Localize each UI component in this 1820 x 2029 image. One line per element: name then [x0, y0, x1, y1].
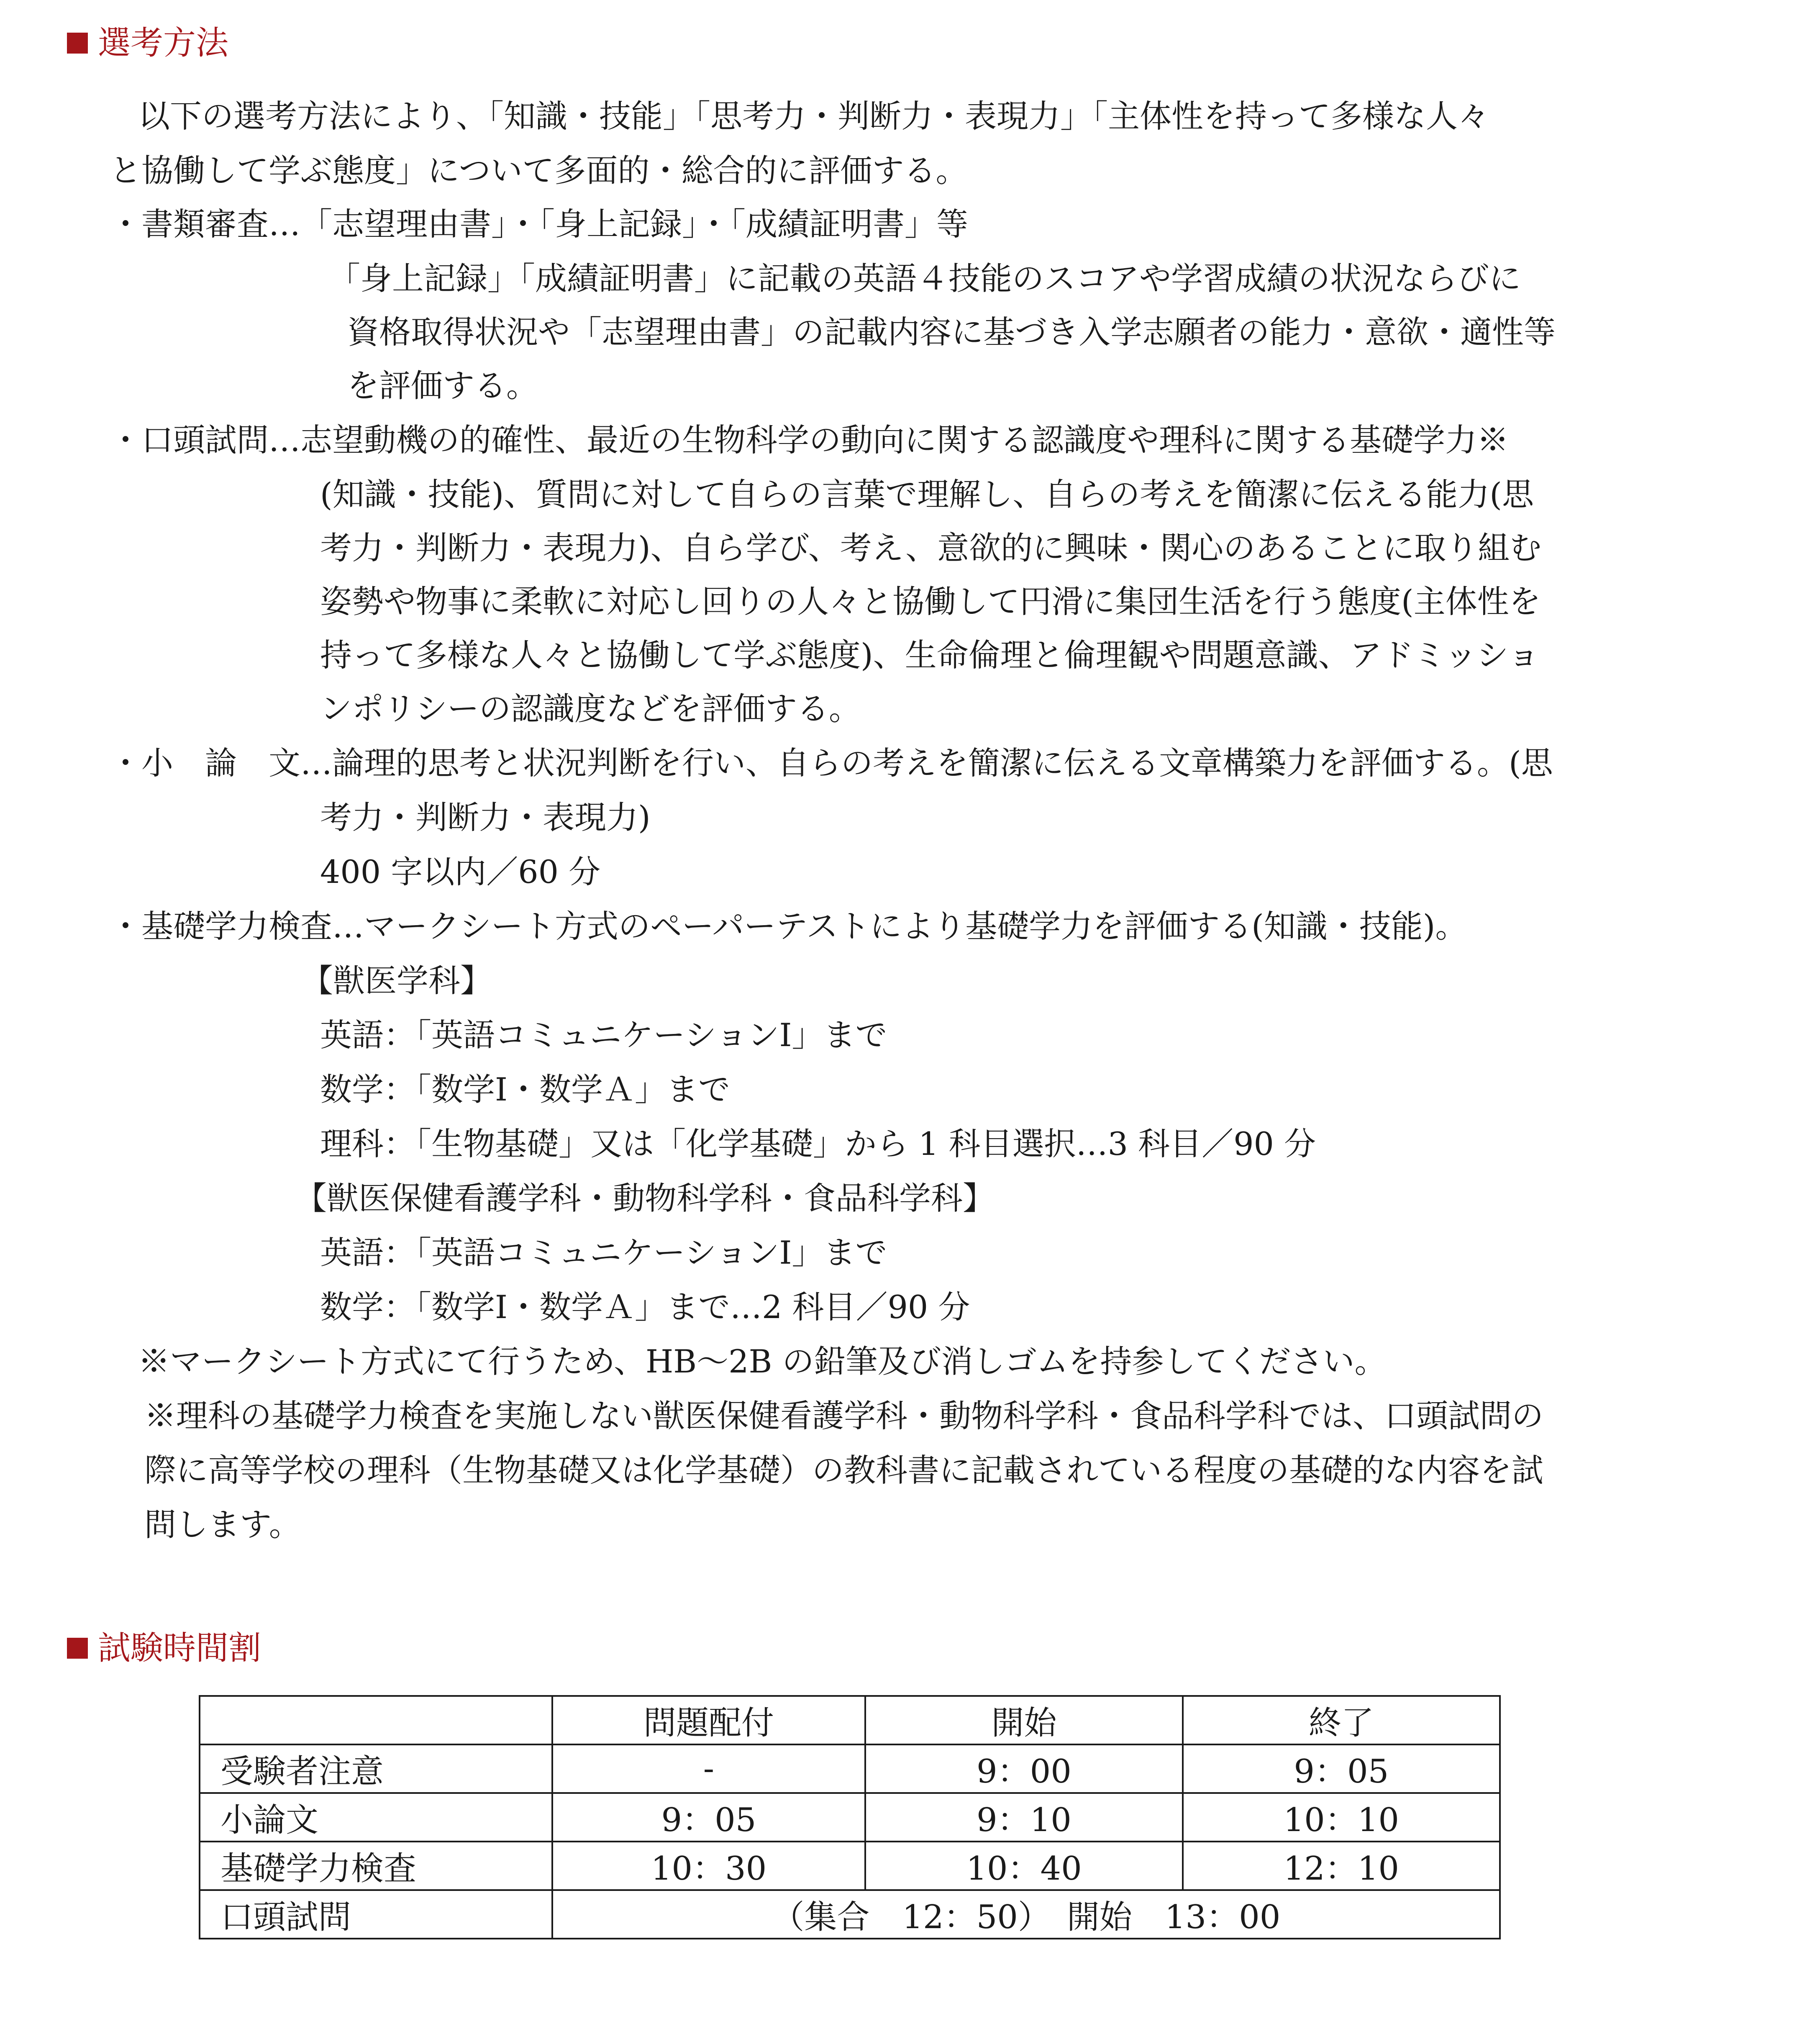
table-cell-label: 受験者注意 — [200, 1744, 552, 1793]
note-line: ※マークシート方式にて行うため、HB〜2B の鉛筆及び消しゴムを持参してください。 — [138, 1343, 1387, 1380]
table-header-cell: 終了 — [1183, 1696, 1500, 1744]
oral-exam-line: 持って多様な人々と協働して学ぶ態度)、生命倫理と倫理観や問題意識、アドミッショ — [320, 636, 1540, 674]
section-heading-selection-method — [67, 24, 229, 62]
documents-review-line: 資格取得状況や「志望理由書」の記載内容に基づき入学志願者の能力・意欲・適性等 — [347, 313, 1556, 351]
note-line: ※理科の基礎学力検査を実施しない獣医保健看護学科・動物科学科・食品科学科では、口頭試問の — [144, 1397, 1543, 1434]
documents-review-line: 「身上記録」「成績証明書」に記載の英語４技能のスコアや学習成績の状況ならびに — [328, 260, 1521, 297]
essay-line: 考力・判断力・表現力) — [320, 799, 651, 836]
table-cell: 10：30 — [552, 1842, 866, 1890]
table-cell-label: 口頭試問 — [200, 1890, 552, 1939]
table-cell-merged: （集合 12：50） 開始 13：00 — [552, 1890, 1500, 1939]
table-cell-label: 小論文 — [200, 1793, 552, 1842]
exam-timetable — [199, 1695, 1501, 1939]
basic-test-subject: 英語：「英語コミュニケーションⅠ」まで — [320, 1016, 887, 1054]
table-row — [200, 1793, 1500, 1842]
table-cell: 10：10 — [1183, 1793, 1500, 1842]
basic-test-line: ・基礎学力検査…マークシート方式のペーパーテストにより基礎学力を評価する(知識・技能)。 — [110, 908, 1467, 945]
table-cell: - — [552, 1744, 866, 1793]
documents-review-line: を評価する。 — [347, 367, 538, 404]
essay-line: ・小 論 文…論理的思考と状況判断を行い、自らの考えを簡潔に伝える文章構築力を評価する。(思 — [110, 744, 1553, 782]
oral-exam-line: 考力・判断力・表現力)、自ら学び、考え、意欲的に興味・関心のあることに取り組む — [320, 529, 1542, 567]
basic-test-subject: 数学：「数学Ⅰ・数学Ａ」まで…2 科目／90 分 — [320, 1288, 970, 1326]
table-cell-label: 基礎学力検査 — [200, 1842, 552, 1890]
section-heading-exam-timetable — [67, 1629, 261, 1667]
oral-exam-line: ンポリシーの認識度などを評価する。 — [320, 690, 861, 727]
intro-line: 以下の選考方法により、「知識・技能」「思考力・判断力・表現力」「主体性を持って多様な人々 — [138, 97, 1489, 135]
intro-line: と協働して学ぶ態度」について多面的・総合的に評価する。 — [110, 152, 968, 189]
table-row — [200, 1842, 1500, 1890]
oral-exam-line: 姿勢や物事に柔軟に対応し回りの人々と協働して円滑に集団生活を行う態度(主体性を — [320, 583, 1541, 620]
oral-exam-line: ・口頭試問…志望動機の的確性、最近の生物科学の動向に関する認識度や理科に関する基礎学力※ — [110, 421, 1509, 459]
essay-line: 400 字以内／60 分 — [320, 853, 601, 890]
table-cell: 9：05 — [552, 1793, 866, 1842]
square-bullet-icon — [67, 33, 88, 54]
basic-test-dept-heading: 【獣医保健看護学科・動物科学科・食品科学科】 — [295, 1180, 995, 1217]
table-cell: 9：10 — [865, 1793, 1182, 1842]
table-row — [200, 1890, 1500, 1939]
basic-test-dept-heading: 【獣医学科】 — [301, 962, 492, 999]
table-header-row — [200, 1696, 1500, 1744]
table-cell: 9：00 — [865, 1744, 1182, 1793]
documents-review-line: ・書類審査…「志望理由書」・「身上記録」・「成績証明書」等 — [110, 205, 968, 243]
section-heading-label: 選考方法 — [98, 24, 229, 62]
basic-test-subject: 数学：「数学Ⅰ・数学Ａ」まで — [320, 1071, 731, 1108]
oral-exam-line: (知識・技能)、質問に対して自らの言葉で理解し、自らの考えを簡潔に伝える能力(思 — [320, 476, 1534, 513]
table-cell: 12：10 — [1183, 1842, 1500, 1890]
basic-test-subject: 理科：「生物基礎」又は「化学基礎」から 1 科目選択…3 科目／90 分 — [320, 1125, 1316, 1162]
square-bullet-icon — [67, 1638, 88, 1659]
table-header-cell: 問題配付 — [552, 1696, 866, 1744]
table-row — [200, 1744, 1500, 1793]
table-cell: 10：40 — [865, 1842, 1182, 1890]
section-heading-label: 試験時間割 — [98, 1629, 261, 1667]
table-header-cell: 開始 — [865, 1696, 1182, 1744]
note-line: 際に高等学校の理科（生物基礎又は化学基礎）の教科書に記載されている程度の基礎的な内容を試 — [144, 1452, 1543, 1489]
basic-test-subject: 英語：「英語コミュニケーションⅠ」まで — [320, 1234, 887, 1271]
note-line: 問します。 — [144, 1506, 301, 1543]
table-cell: 9：05 — [1183, 1744, 1500, 1793]
table-header-cell — [200, 1696, 552, 1744]
